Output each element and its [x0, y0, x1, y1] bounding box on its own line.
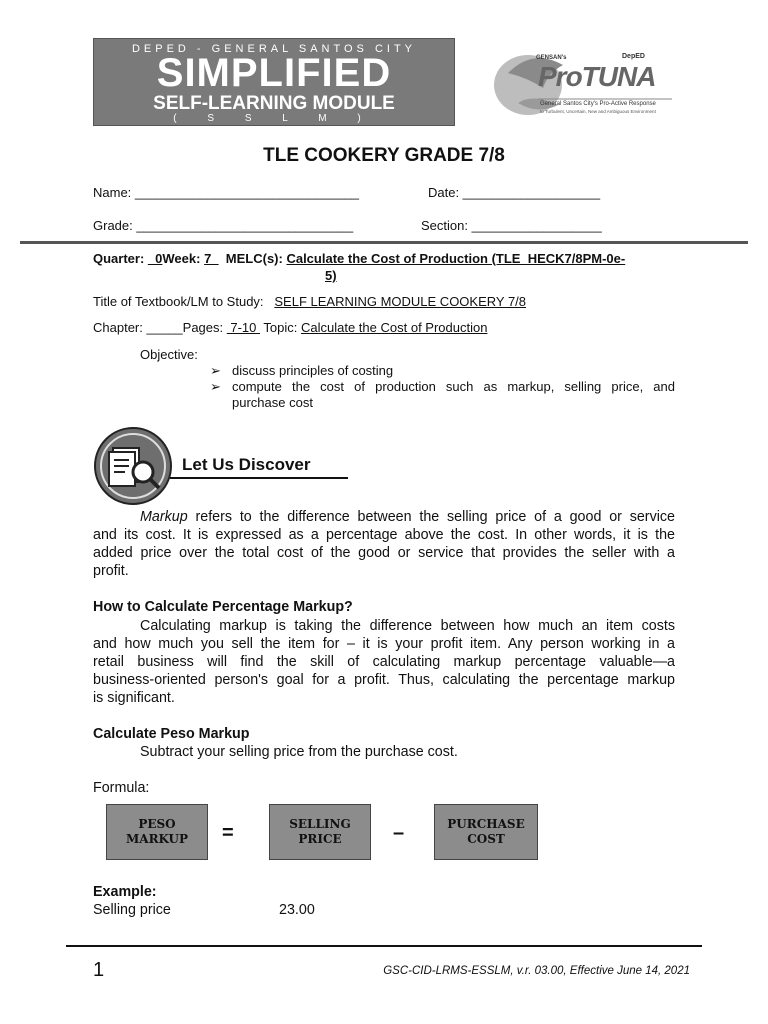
discover-underline	[170, 477, 348, 479]
logo-tagline-1: General Santos City's Pro-Active Response	[540, 101, 656, 107]
example-row-value: 23.00	[279, 902, 315, 918]
melc-label: MELC(s):	[225, 251, 283, 266]
banner-subtitle: SELF-LEARNING MODULE	[153, 93, 395, 114]
p2-line: is significant.	[93, 690, 175, 706]
logo-tagline-2: to Turbulent, Uncertain, New and Ambiguous Environment	[540, 109, 656, 114]
banner-division: DEPED - GENERAL SANTOS CITY	[131, 43, 417, 55]
textbook-line	[93, 294, 526, 309]
banner-title: SIMPLIFIED	[156, 51, 392, 95]
topic-label: Topic:	[263, 320, 298, 335]
banner-acronym: ( S S L M )	[173, 113, 375, 124]
textbook-value: SELF LEARNING MODULE COOKERY 7/8	[274, 294, 527, 309]
date-field: Date: ___________________	[428, 185, 601, 200]
example-row-label: Selling price	[93, 902, 171, 918]
objective-item: discuss principles of costing	[232, 363, 394, 378]
discover-book-magnifier-icon	[93, 426, 173, 506]
formula-box-text: MARKUP	[125, 832, 189, 846]
formula-box-text: SELLING	[289, 817, 351, 831]
objective-label: Objective:	[140, 347, 198, 362]
formula-box-text: PURCHASE	[447, 817, 525, 831]
formula-minus: –	[393, 822, 405, 844]
header-divider	[20, 241, 748, 244]
formula-box-peso-markup	[106, 804, 208, 860]
week-label: Week:	[162, 251, 201, 266]
peso-markup-heading: Calculate Peso Markup	[93, 726, 250, 742]
chapter-value: _____	[146, 320, 183, 335]
formula-equals: =	[222, 822, 234, 844]
name-field: Name: _______________________________	[93, 185, 360, 200]
peso-markup-instruction: Subtract your selling price from the purchase cost.	[140, 744, 458, 760]
sslm-banner	[93, 38, 455, 126]
p2-line: retail business will find the skill of calculating markup percentage valuable—a	[93, 654, 675, 670]
protuna-logo	[488, 43, 678, 123]
howto-heading: How to Calculate Percentage Markup?	[93, 599, 353, 615]
textbook-label: Title of Textbook/LM to Study:	[93, 294, 264, 309]
quarter-melc-line	[93, 251, 625, 266]
logo-deped: DepED	[622, 53, 645, 60]
pages-label: Pages:	[182, 320, 224, 335]
objective-item: compute the cost of production such as markup, selling price, and	[232, 379, 675, 394]
formula-box-text: PRICE	[298, 832, 342, 846]
footer-code: GSC-CID-LRMS-ESSLM, v.r. 03.00, Effective June 14, 2021	[383, 965, 690, 977]
melc-value-line2: 5)	[325, 268, 337, 283]
objective-bullet-icon: ➢	[210, 379, 221, 394]
logo-gensans: GENSAN's	[536, 55, 567, 61]
chapter-line	[93, 320, 487, 335]
discover-heading: Let Us Discover	[182, 455, 311, 474]
p2-line: business-oriented person's goal for a profit. Thus, calculating the percentage markup	[93, 672, 675, 688]
section-field: Section: __________________	[421, 218, 602, 233]
formula-box-selling-price	[269, 804, 371, 860]
howto-paragraph	[93, 617, 675, 707]
grade-field: Grade: ______________________________	[93, 218, 354, 233]
objective-item-cont: purchase cost	[232, 395, 313, 410]
p1-line: profit.	[93, 563, 129, 579]
formula-box-purchase-cost	[434, 804, 538, 860]
quarter-label: Quarter:	[93, 251, 145, 266]
p2-line: and how much you sell the item for – it is your profit item. Any person working in a	[93, 636, 675, 652]
p1-line: added price over the total cost of the good or service that provides the seller with a	[93, 545, 675, 561]
melc-value-line1: Calculate the Cost of Production (TLE_HECK7/8PM-0e-	[286, 251, 626, 266]
objective-bullet-icon: ➢	[210, 363, 221, 378]
footer-divider	[66, 945, 702, 947]
formula-box-text: PESO	[138, 817, 176, 831]
logo-brand: ProTUNA	[538, 61, 656, 92]
example-label: Example:	[93, 884, 157, 900]
formula-box-text: COST	[467, 832, 505, 846]
week-value: 7_	[204, 251, 219, 266]
quarter-value: _0	[147, 251, 163, 266]
topic-value: Calculate the Cost of Production	[301, 320, 488, 335]
markup-term: Markup	[140, 509, 188, 525]
p1-line: refers to the difference between the selling price of a good or service	[187, 509, 675, 525]
page-number: 1	[93, 959, 105, 981]
markup-paragraph	[93, 508, 675, 580]
page-title: TLE COOKERY GRADE 7/8	[263, 145, 505, 166]
chapter-label: Chapter:	[93, 320, 143, 335]
formula-label: Formula:	[93, 780, 150, 796]
pages-value: 7-10	[226, 320, 261, 335]
p1-line: and its cost. It is expressed as a percentage above the cost. In other words, it is the	[93, 527, 675, 543]
p2-line: Calculating markup is taking the difference between how much an item costs	[140, 618, 675, 634]
